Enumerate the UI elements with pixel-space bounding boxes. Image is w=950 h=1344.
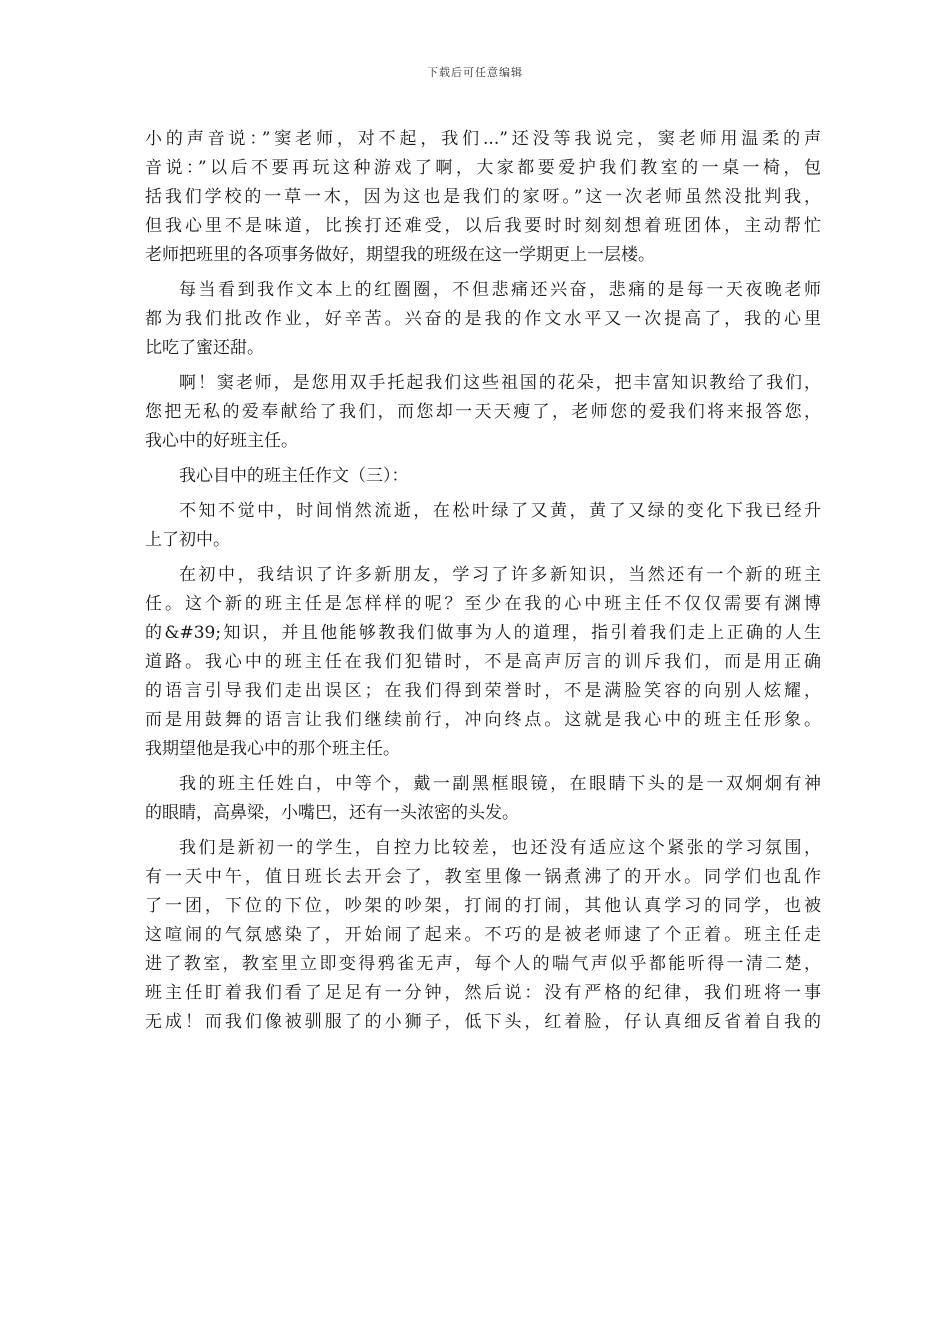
paragraph [145,497,821,555]
text-line: 我们是新初一的学生，自控力比较差，也还没有适应这个紧张的学习氛围， [179,838,821,858]
text-line: 音说：”以后不要再玩这种游戏了啊，大家都要爱护我们教室的一桌一椅，包 [145,158,821,178]
paragraph [145,369,821,456]
text-line: 每当看到我作文本上的红圈圈，不但悲痛还兴奋，悲痛的是每一天夜晚老师 [179,280,821,300]
text-line: 在初中，我结识了许多新朋友，学习了许多新知识，当然还有一个新的班主 [179,565,821,585]
text-line: 任。这个新的班主任是怎样样的呢？至少在我的心中班主任不仅仅需要有渊博 [145,594,821,614]
paragraph [145,276,821,363]
text-line: 的语言引导我们走出误区；在我们得到荣誉时，不是满脸笑容的向别人炫耀， [145,681,821,701]
text-line: 而是用鼓舞的语言让我们继续前行，冲向终点。这就是我心中的班主任形象。 [145,710,821,730]
document-body [145,125,821,1037]
text-line: 的&#39;知识，并且他能够教我们做事为人的道理，指引着我们走上正确的人生 [145,623,821,643]
text-line: 上了初中。 [145,530,230,550]
text-line: 的眼睛，高鼻梁，小嘴巴，还有一头浓密的头发。 [145,803,519,823]
text-line: 这喧闹的气氛感染了，开始闹了起来。不巧的是被老师逮了个正着。班主任走 [145,925,821,945]
text-line: 道路。我心中的班主任在我们犯错时，不是高声厉言的训斥我们，而是用正确 [145,652,821,672]
text-line: 不知不觉中，时间悄然流逝，在松叶绿了又黄，黄了又绿的变化下我已经升 [179,501,821,521]
paragraph [145,462,821,491]
paragraph [145,561,821,764]
text-line: 班主任盯着我们看了足足有一分钟，然后说：没有严格的纪律，我们班将一事 [145,983,821,1003]
text-line: 但我心里不是味道，比挨打还难受，以后我要时时刻刻想着班团体，主动帮忙 [145,216,821,236]
text-line: 我的班主任姓白，中等个，戴一副黑框眼镜，在眼睛下头的是一双炯炯有神 [179,774,821,794]
text-line: 比吃了蜜还甜。 [145,338,264,358]
section-heading: 我心目中的班主任作文（三）： [179,466,409,486]
text-line: 了一团，下位的下位，吵架的吵架，打闹的打闹，其他认真学习的同学，也被 [145,896,821,916]
paragraph [145,125,821,270]
paragraph [145,770,821,828]
text-line: 括我们学校的一草一木，因为这也是我们的家呀。”这一次老师虽然没批判我， [145,187,821,207]
paragraph [145,834,821,1037]
page-header: 下载后可任意编辑 [427,66,523,79]
text-line: 您把无私的爱奉献给了我们，而您却一天天瘦了，老师您的爱我们将来报答您， [145,402,821,422]
text-line: 老师把班里的各项事务做好，期望我的班级在这一学期更上一层楼。 [145,245,655,265]
text-line: 小的声音说：”窦老师，对不起，我们...”还没等我说完，窦老师用温柔的声 [145,129,821,149]
text-line: 无成！而我们像被驯服了的小狮子，低下头，红着脸，仔认真细反省着自我的 [145,1012,821,1032]
text-line: 进了教室，教室里立即变得鸦雀无声，每个人的喘气声似乎都能听得一清二楚， [145,954,821,974]
text-line: 啊！窦老师，是您用双手托起我们这些祖国的花朵，把丰富知识教给了我们， [179,373,821,393]
text-line: 都为我们批改作业，好辛苦。兴奋的是我的作文水平又一次提高了，我的心里 [145,309,821,329]
text-line: 我期望他是我心中的那个班主任。 [145,739,400,759]
text-line: 有一天中午，值日班长去开会了，教室里像一锅煮沸了的开水。同学们也乱作 [145,867,821,887]
text-line: 我心中的好班主任。 [145,431,298,451]
